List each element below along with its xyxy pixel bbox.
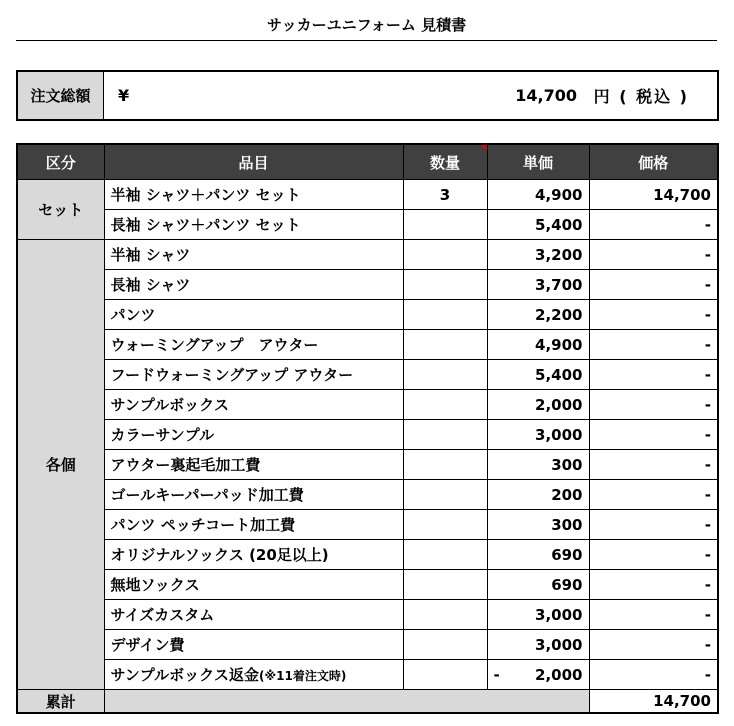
item-cell[interactable] [104,210,403,240]
item-cell[interactable] [104,600,403,630]
price-cell[interactable]: 14,700 [589,180,718,210]
unit-price-cell[interactable]: 2,200 [487,300,589,330]
item-cell[interactable] [104,300,403,330]
item-name: 長袖 シャツ＋パンツ セット [110,216,301,234]
item-name: フードウォーミングアップ アウター [110,366,354,384]
unit-price-cell[interactable]: 300 [487,510,589,540]
table-row [17,450,718,480]
table-row [17,600,718,630]
price-cell[interactable]: - [589,450,718,480]
item-cell[interactable] [104,540,403,570]
item-cell[interactable] [104,630,403,660]
item-cell[interactable] [104,510,403,540]
table-row [17,630,718,660]
estimate-table-body [17,180,718,714]
unit-price-cell[interactable]: 3,000 [487,600,589,630]
header-quantity-label: 数量 [429,153,460,172]
item-cell[interactable] [104,180,403,210]
price-cell[interactable]: - [589,600,718,630]
category-cell[interactable]: セット [17,180,104,240]
item-name: ウォーミングアップ アウター [110,336,319,354]
estimate-table [16,143,719,714]
unit-price-cell[interactable]: 690 [487,570,589,600]
item-name: サンプルボックス返金 [110,666,260,684]
price-cell[interactable]: - [589,300,718,330]
table-row [17,270,718,300]
quantity-cell[interactable]: 3 [403,180,487,210]
price-cell[interactable]: - [589,510,718,540]
price-cell[interactable]: - [589,240,718,270]
item-cell[interactable] [104,660,403,690]
item-name: パンツ [110,306,156,324]
item-name: サイズカスタム [110,606,215,624]
price-cell[interactable]: - [589,390,718,420]
price-cell[interactable]: - [589,660,718,690]
item-cell[interactable] [104,390,403,420]
item-cell[interactable] [104,360,403,390]
sum-label: 累計 [17,690,104,714]
item-name: アウター裏起毛加工費 [110,456,261,474]
order-total-value [104,72,717,119]
item-name: オリジナルソックス (20足以上) [110,546,329,564]
item-cell[interactable] [104,270,403,300]
table-row [17,510,718,540]
category-cell[interactable]: 各個 [17,240,104,690]
order-total-box [16,70,719,121]
negative-sign: - [493,665,500,684]
price-cell[interactable]: - [589,540,718,570]
item-cell[interactable] [104,330,403,360]
item-cell[interactable] [104,420,403,450]
quantity-cell[interactable] [403,330,487,360]
unit-price-cell[interactable]: 4,900 [487,330,589,360]
unit-price-cell[interactable] [487,660,589,690]
unit-price-cell[interactable]: 4,900 [487,180,589,210]
unit-price-cell[interactable]: 300 [487,450,589,480]
unit-price-cell[interactable]: 690 [487,540,589,570]
quantity-cell[interactable] [403,300,487,330]
header-quantity [403,144,487,180]
quantity-cell[interactable] [403,240,487,270]
quantity-cell[interactable] [403,420,487,450]
item-name: ゴールキーパーパッド加工費 [110,486,304,504]
unit-price-cell[interactable]: 3,000 [487,420,589,450]
price-cell[interactable]: - [589,420,718,450]
sum-row [17,690,718,714]
item-name: 長袖 シャツ [110,276,191,294]
sum-value[interactable]: 14,700 [589,690,718,714]
table-row [17,330,718,360]
table-row [17,540,718,570]
price-cell[interactable]: - [589,270,718,300]
header-category: 区分 [17,144,104,180]
item-cell[interactable] [104,480,403,510]
item-name: 無地ソックス [110,576,200,594]
quantity-cell[interactable] [403,540,487,570]
quantity-cell[interactable] [403,450,487,480]
unit-price-cell[interactable]: 5,400 [487,210,589,240]
unit-price-cell[interactable]: 5,400 [487,360,589,390]
item-name: サンプルボックス [110,396,230,414]
page-title: サッカーユニフォーム 見積書 [16,12,717,41]
quantity-cell[interactable] [403,270,487,300]
unit-price-cell[interactable]: 3,000 [487,630,589,660]
header-item: 品目 [104,144,403,180]
quantity-cell[interactable] [403,480,487,510]
quantity-cell[interactable] [403,360,487,390]
item-cell[interactable] [104,240,403,270]
item-name: デザイン費 [110,636,185,654]
item-name: パンツ ペッチコート加工費 [110,516,296,534]
sum-filler [104,690,589,714]
price-cell[interactable]: - [589,480,718,510]
item-note: (※11着注文時) [259,669,347,683]
currency-symbol: ¥ [118,86,130,105]
price-cell[interactable]: - [589,570,718,600]
table-row [17,480,718,510]
table-row [17,420,718,450]
header-price: 価格 [589,144,718,180]
table-row [17,300,718,330]
table-row [17,240,718,270]
unit-price-cell[interactable]: 3,700 [487,270,589,300]
quantity-cell[interactable] [403,510,487,540]
price-cell[interactable]: - [589,360,718,390]
table-row [17,180,718,210]
unit-price-cell[interactable]: 3,200 [487,240,589,270]
unit-price-cell[interactable]: 2,000 [487,390,589,420]
quantity-cell[interactable] [403,570,487,600]
price-cell[interactable]: - [589,210,718,240]
unit-price-value: 2,000 [535,665,583,684]
item-name: カラーサンプル [110,426,215,444]
table-row [17,390,718,420]
order-total-amount: 14,700 [515,86,577,105]
quantity-cell[interactable] [403,390,487,420]
header-unit-price: 単価 [487,144,589,180]
unit-price-cell[interactable]: 200 [487,480,589,510]
item-name: 半袖 シャツ＋パンツ セット [110,186,301,204]
price-cell[interactable]: - [589,330,718,360]
quantity-cell[interactable] [403,210,487,240]
table-row [17,570,718,600]
price-cell[interactable]: - [589,630,718,660]
order-total-unit: 円 ( 税込 ) [593,87,689,106]
item-name: 半袖 シャツ [110,246,191,264]
order-total-label: 注文総額 [18,72,104,119]
item-cell[interactable] [104,570,403,600]
quantity-cell[interactable] [403,600,487,630]
table-row [17,660,718,690]
comment-marker-icon [481,145,487,151]
quantity-cell[interactable] [403,630,487,660]
table-row [17,210,718,240]
quantity-cell[interactable] [403,660,487,690]
item-cell[interactable] [104,450,403,480]
table-row [17,360,718,390]
